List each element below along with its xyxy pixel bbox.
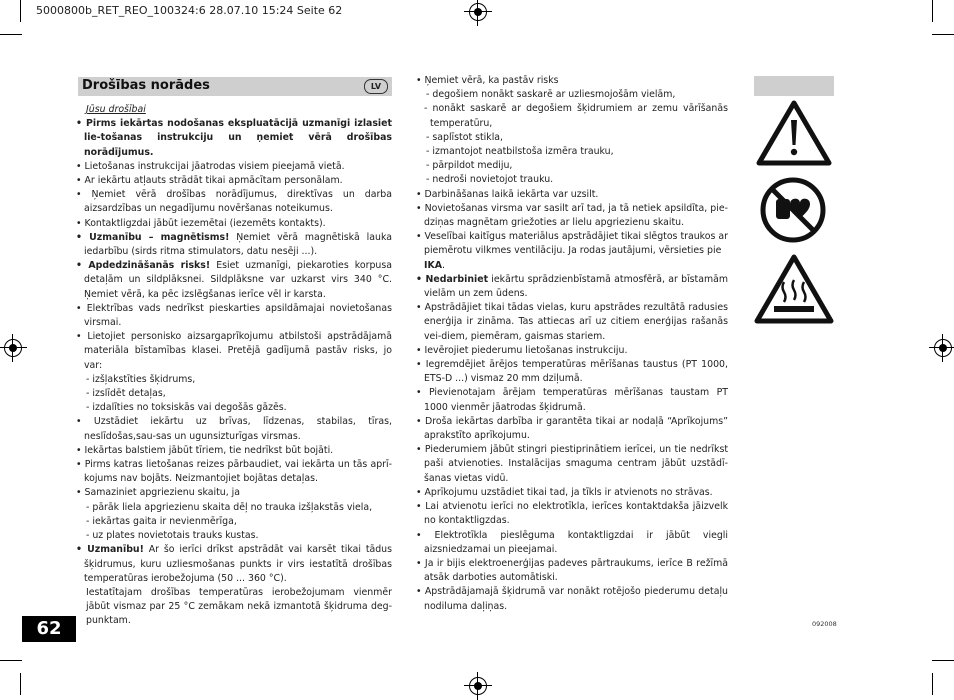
crop-mark-bottom-right-h bbox=[932, 660, 954, 661]
bullet-reduce-speed: • Samaziniet apgriezienu skaitu, ja bbox=[76, 487, 241, 499]
crop-mark-top-right-h bbox=[932, 34, 954, 35]
bullet-socket-access: • Elektrotīkla pieslēguma kontaktligzdai ir jābūt viegli aizsniedzamai un pieejamai. bbox=[416, 529, 728, 555]
bullet-earthed-socket: • Kontaktligzdai jābūt iezemētai (iezemēts kontakts). bbox=[76, 217, 326, 229]
bullet-wear-particles: • Apstrādājamajā šķidrumā var nonākt rotējošo piederumu detaļu nodiluma daļiņas. bbox=[416, 586, 728, 612]
explosive-text: iekārtu sprādzienbīstamā atmosfērā, ar bīstamām vielām un zem ūdens. bbox=[424, 273, 728, 300]
bullet-explosive bbox=[416, 273, 728, 301]
bullet-accessories-fixed: • Piederumiem jābūt stingri piestiprinātiem ierīcei, un tie nedrīkst paši atvienoties. Instalācijas smaguma centram jābūt uzstādī-šanas vietas vidū. bbox=[416, 444, 728, 484]
bullet-burn-risk bbox=[76, 259, 392, 302]
bullet-install-disconnected: • Aprīkojumu uzstādiet tikai tad, ja tīkls ir atvienots no strāvas. bbox=[416, 486, 713, 498]
bullet-unplug: • Lai atvienotu ierīci no elektrotīkla, ierīces kontaktdakša jāizvelk no kontaktligzdas. bbox=[416, 501, 728, 527]
bullet-trained-staff: • Ar iekārtu atļauts strādāt tikai apmācītam personālam. bbox=[76, 175, 343, 187]
registration-mark-right bbox=[934, 339, 952, 357]
warning-triangle-icon bbox=[756, 100, 832, 166]
bullet-power-failure: • Ja ir bijis elektroenerģijas padeves pārtraukums, ierīce B režīmā atsāk darboties automātiski. bbox=[416, 557, 728, 584]
crop-mark-bottom-left-h bbox=[0, 660, 22, 661]
crop-mark-bottom-left-v bbox=[20, 673, 21, 695]
bullet-heat-up: • Darbināšanas laikā iekārta var uzsilt. bbox=[416, 188, 599, 200]
hot-surface-icon bbox=[754, 254, 834, 324]
bullet-regulations: • Ņemiet vērā drošības norādījumus, direktīvas un darba aizsardzības un negadījumu novēršanas noteikumus. bbox=[76, 189, 392, 215]
crop-mark-top-right-v bbox=[932, 0, 933, 22]
bullet-surface-heat: • Novietošanas virsma var sasilt arī tad, ja tā netiek apsildīta, pie-dziņas magnētam griežoties ar lielu apgriezienu skaitu. bbox=[416, 202, 728, 229]
reduce-speed-2: - iekārtas gaita ir nevienmērīga, bbox=[86, 515, 237, 527]
risk-4: - izmantojot neatbilstoša izmēra trauku, bbox=[426, 146, 614, 158]
reduce-speed-1: - pārāk liela apgriezienu skaita dēļ no trauka izšļakstās viela, bbox=[86, 501, 373, 513]
no-pacemaker-icon bbox=[760, 177, 826, 243]
middle-column bbox=[416, 74, 728, 614]
right-header-bar bbox=[754, 76, 834, 96]
ppe-risk-3: - izdalīties no toksiskās vai degošās gāzēs. bbox=[86, 402, 287, 414]
reduce-speed-3: - uz plates novietotais trauks kustas. bbox=[86, 530, 259, 542]
attention-text: Ar šo ierīci drīkst apstrādāt vai karsēt tikai tādus šķidrumus, kuru uzliesmošanas punkts ir virs iestatītā drošības temperatūras ierobežojuma (50 ... 360 °C). bbox=[84, 544, 393, 584]
risk-3: - saplīstot stikla, bbox=[426, 131, 504, 143]
bullet-feet: • Iekārtas balstiem jābūt tīriem, tie nedrīkst būt bojāti. bbox=[76, 444, 334, 456]
bullet-ppe: • Lietojiet personisko aizsargaprīkojumu atbilstoši apstrādājamā materiāla bīstamības klasei. Pretējā gadījumā pastāv risks, jo var: bbox=[76, 331, 392, 371]
page-number: 62 bbox=[22, 616, 76, 642]
bullet-immerse-probes: • Iegremdējiet ārējos temperatūras mērīšanas taustus (PT 1000, ETS-D ...) vismaz 20 mm dziļumā. bbox=[416, 359, 728, 385]
risk-2: - nonākt saskarē ar degošiem šķidrumiem ar zemu vārīšanās temperatūru, bbox=[424, 103, 728, 129]
crop-mark-top-left-h bbox=[0, 34, 22, 35]
registration-mark-left bbox=[4, 339, 22, 357]
attention-label: • Uzmanību! bbox=[76, 544, 144, 556]
registration-mark-top bbox=[469, 3, 487, 21]
burn-risk-label: • Apdedzināšanās risks! bbox=[76, 260, 211, 272]
bullet-cable: • Elektrības vads nedrīkst pieskarties apsildāmajai novietošanas virsmai. bbox=[76, 302, 392, 329]
ppe-risk-2: - izslīdēt detaļas, bbox=[86, 388, 166, 400]
print-header: 5000800b_RET_REO_100324:6 28.07.10 15:24 Seite 62 bbox=[36, 4, 343, 17]
magnetism-text: Ņemiet vērā magnētiskā lauka iedarbību (sirds ritma stimulators, datu nesēji ...). bbox=[84, 231, 392, 258]
left-column bbox=[76, 103, 392, 629]
bullet-surface: • Uzstādiet iekārtu uz brīvas, līdzenas, stabilas, tīras, neslīdošas,sau-sas un ugunsizturīgas virsmas. bbox=[76, 416, 392, 442]
attention-more: Iestatītajam drošības temperatūras ierobežojumam vienmēr jābūt vismaz par 25 °C zemākam nekā izmantotā šķidruma deg-punktam. bbox=[86, 586, 392, 627]
bullet-accessory-manual: • Ievērojiet piederumu lietošanas instrukciju. bbox=[416, 344, 628, 356]
bullet-magnetism bbox=[76, 231, 392, 259]
bullet-risks: • Ņemiet vērā, ka pastāv risks bbox=[416, 75, 559, 86]
harmful-text: • Veselībai kaitīgus materiālus apstrādājiet tikai slēgtos traukos ar piemērotu vilkmes ventilāciju. Ja rodas jautājumi, vērsieties pie bbox=[416, 231, 728, 257]
bullet-check-damage: • Pirms katras lietošanas reizes pārbaudiet, vai iekārta un tās aprī-kojums nav bojāts. Neizmantojiet bojātas detaļas. bbox=[76, 459, 392, 485]
ika-brand: IKA bbox=[424, 259, 443, 271]
burn-risk-text: Esiet uzmanīgi, piekaroties korpusa detaļām un sildplāksnei. Sildplāksne var uzkarst virs 340 °C. Ņemiet vērā, ka pēc izslēgšanas ierīce vēl ir karsta. bbox=[84, 260, 392, 300]
do-not-operate-label: • Nedarbiniet bbox=[416, 273, 489, 285]
risk-5: - pārpildot mediju, bbox=[426, 160, 513, 172]
bullet-pt1000: • Pievienotajam ārējam temperatūras mērīšanas taustam PT 1000 vienmēr jāatrodas šķidrumā. bbox=[416, 387, 728, 413]
bullet-harmful-materials bbox=[416, 230, 728, 273]
bullet-attention bbox=[76, 543, 392, 586]
subheading: Jūsu drošībai bbox=[86, 104, 146, 115]
bullet-read-instructions: • Pirms iekārtas nodošanas ekspluatācijā uzmanīgi izlasiet lie-tošanas instrukciju un ņemiet vērā drošības norādījumus. bbox=[76, 118, 392, 158]
risk-6: - nedroši novietojot trauku. bbox=[426, 174, 554, 186]
crop-mark-bottom-right-v bbox=[932, 673, 933, 695]
section-title: Drošības norādes bbox=[82, 78, 210, 93]
bullet-energy: • Apstrādājiet tikai tādas vielas, kuru apstrādes rezultātā radusies enerģija ir zināma. Tas attiecas arī uz citiem enerģijas rašanās vei-diem, piemēram, gaismas stariem. bbox=[416, 302, 728, 342]
document-code: 092008 bbox=[812, 620, 837, 628]
section-header bbox=[78, 77, 392, 96]
registration-mark-bottom bbox=[469, 677, 487, 695]
ppe-risk-1: - izšļakstīties šķidrums, bbox=[86, 373, 196, 385]
risk-1: - degošiem nonākt saskarē ar uzliesmojošām vielām, bbox=[426, 89, 676, 101]
bullet-safe-operation: • Droša iekārtas darbība ir garantēta tikai ar nodaļā “Aprīkojums” aprakstīto aprīkojumu. bbox=[416, 415, 728, 442]
ika-period: . bbox=[442, 259, 445, 271]
crop-mark-top-left-v bbox=[20, 0, 21, 22]
language-badge: LV bbox=[364, 79, 388, 94]
bullet-instructions-access: • Lietošanas instrukcijai jāatrodas visiem pieejamā vietā. bbox=[76, 160, 345, 172]
magnetism-label: • Uzmanību – magnētisms! bbox=[76, 231, 230, 243]
